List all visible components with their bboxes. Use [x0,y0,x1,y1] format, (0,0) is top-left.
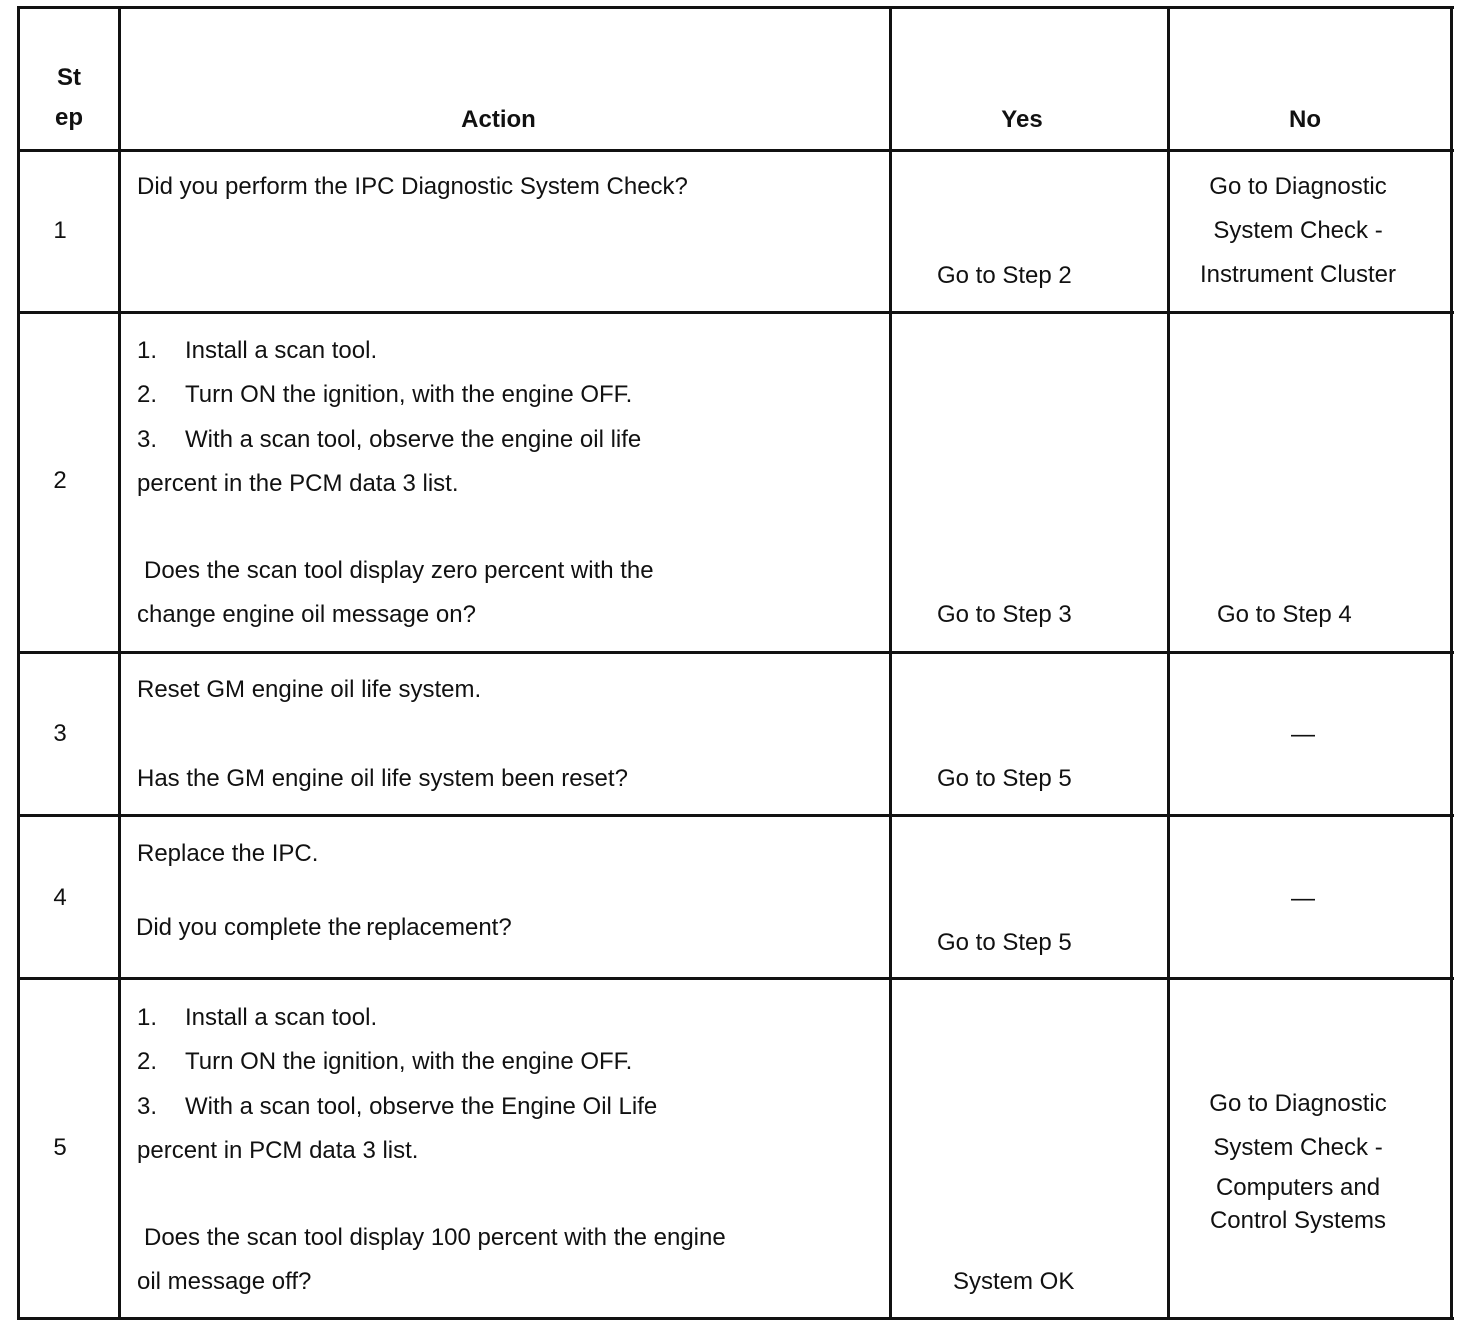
column-divider [889,6,892,1320]
no-result: Go to Step 4 [1217,601,1352,628]
no-result [1176,165,1420,297]
no-result-line: Control Systems [1209,1207,1387,1234]
no-result-line: System Check - [1213,217,1383,244]
no-result-line: Instrument Cluster [1199,261,1397,288]
item-text: Turn ON the ignition, with the engine OFF. [185,1048,633,1075]
table-border-top [17,6,1454,9]
table-border-bottom [17,1317,1454,1320]
item-number: 2. [137,1048,158,1075]
action-instruction: Replace the IPC. [137,840,319,867]
action-question: Did you perform the IPC Diagnostic System Check? [137,173,688,200]
item-text: Turn ON the ignition, with the engine OFF. [185,381,633,408]
yes-result: Go to Step 2 [937,262,1072,289]
action-question: change engine oil message on? [137,601,476,628]
action-continuation: percent in PCM data 3 list. [137,1137,419,1164]
no-result-line: System Check - [1213,1134,1383,1161]
row-divider [17,977,1454,980]
action-question: Does the scan tool display 100 percent with the engine [144,1224,726,1251]
no-result-line: Go to Diagnostic [1209,1090,1387,1117]
step-number: 1 [53,217,67,244]
no-result-line: Go to Diagnostic [1209,173,1387,200]
header-divider [17,149,1454,152]
action-continuation: percent in the PCM data 3 list. [137,470,459,497]
action-list-item [137,329,377,373]
column-divider [118,6,121,1320]
yes-result: Go to Step 3 [937,601,1072,628]
header-step-line2: ep [54,104,83,131]
row-divider [17,814,1454,817]
row-divider [17,651,1454,654]
action-list-item [137,1085,657,1129]
yes-result: System OK [953,1268,1075,1295]
step-number: 3 [53,720,67,747]
item-text: Install a scan tool. [185,337,378,364]
no-result: — [1291,885,1315,912]
action-instruction: Reset GM engine oil life system. [137,676,482,703]
item-number: 1. [137,337,158,364]
action-question: oil message off? [137,1268,312,1295]
no-result [1176,1082,1420,1236]
header-no: No [1289,106,1321,133]
action-question: Has the GM engine oil life system been reset? [137,765,628,792]
item-text: With a scan tool, observe the Engine Oil Life [185,1093,658,1120]
item-number: 2. [137,381,158,408]
column-divider [1167,6,1170,1320]
yes-result: Go to Step 5 [937,765,1072,792]
table-border-right [1450,6,1453,1320]
action-list-item [137,373,632,417]
no-result: — [1291,721,1315,748]
yes-result: Go to Step 5 [937,929,1072,956]
step-number: 5 [53,1134,67,1161]
item-text: Install a scan tool. [185,1004,378,1031]
action-question: Does the scan tool display zero percent with the [144,557,654,584]
row-divider [17,311,1454,314]
step-number: 2 [53,467,67,494]
step-number: 4 [53,884,67,911]
action-list-item [137,418,641,462]
header-action: Action [461,106,536,133]
action-list-item [137,1040,632,1084]
header-step-line1: St [57,64,81,91]
header-step [20,58,118,138]
table-border-left [17,6,20,1320]
item-number: 3. [137,426,158,453]
item-number: 3. [137,1093,158,1120]
header-yes: Yes [1001,106,1043,133]
action-list-item [137,996,377,1040]
item-text: With a scan tool, observe the engine oil life [185,426,642,453]
item-number: 1. [137,1004,158,1031]
no-result-line: Computers and [1215,1174,1381,1201]
action-question: Did you complete the replacement? [136,914,512,941]
